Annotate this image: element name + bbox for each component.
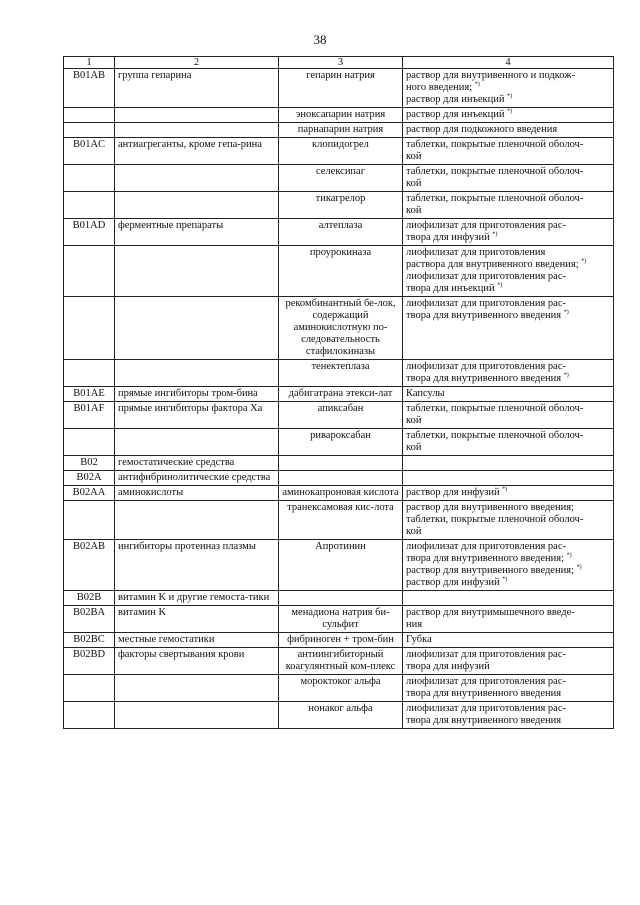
dosage-form-cell xyxy=(403,123,614,138)
atc-code-cell: B02BD xyxy=(64,648,115,675)
atc-code-cell: B01AC xyxy=(64,138,115,165)
dosage-form-cell xyxy=(403,402,614,429)
dosage-form-cell xyxy=(403,360,614,387)
dosage-form-line: раствор для внутривенного введения; *) xyxy=(406,564,582,576)
drug-name-cell: парнапарин натрия xyxy=(279,123,403,138)
dosage-form-cell xyxy=(403,429,614,456)
group-name-cell: антиагреганты, кроме гепа-рина xyxy=(115,138,279,165)
drug-name-cell xyxy=(279,591,403,606)
dosage-form-cell xyxy=(403,192,614,219)
atc-code-cell xyxy=(64,429,115,456)
drug-name-cell: транексамовая кис-лота xyxy=(279,501,403,540)
dosage-form-line: лиофилизат для приготовления рас- xyxy=(406,649,567,660)
dosage-form-line: ния xyxy=(406,619,423,630)
group-name-cell xyxy=(115,360,279,387)
dosage-form-line: кой xyxy=(406,205,422,216)
drug-name-cell: эноксапарин натрия xyxy=(279,108,403,123)
dosage-form-line: таблетки, покрытые пленочной оболоч- xyxy=(406,430,584,441)
page-number: 38 xyxy=(313,32,327,47)
dosage-form-line: лиофилизат для приготовления xyxy=(406,247,546,258)
dosage-form-cell xyxy=(403,633,614,648)
dosage-form-line: таблетки, покрытые пленочной оболоч- xyxy=(406,139,584,150)
dosage-form-line: кой xyxy=(406,526,422,537)
drug-name-cell: рекомбинантный бе-лок, содержащий аминокислотную по-следовательность стафилокиназы xyxy=(279,297,403,360)
dosage-form-cell xyxy=(403,675,614,702)
dosage-form-cell xyxy=(403,591,614,606)
table-row xyxy=(64,123,614,138)
table-row xyxy=(64,633,614,648)
dosage-form-line: лиофилизат для приготовления рас- xyxy=(406,271,567,282)
footnote-marker: *) xyxy=(563,309,569,316)
dosage-form-line: ного введения; *) xyxy=(406,81,480,93)
dosage-form-line: кой xyxy=(406,178,422,189)
dosage-form-cell xyxy=(403,165,614,192)
dosage-form-line: лиофилизат для приготовления рас- xyxy=(406,298,567,309)
drug-name-cell: апиксабан xyxy=(279,402,403,429)
atc-code-cell: B01AD xyxy=(64,219,115,246)
group-name-cell: группа гепарина xyxy=(115,69,279,108)
atc-code-cell: B02BC xyxy=(64,633,115,648)
footnote-marker: *) xyxy=(581,258,587,265)
drug-name-cell xyxy=(279,471,403,486)
atc-code-cell: B02 xyxy=(64,456,115,471)
group-name-cell xyxy=(115,108,279,123)
dosage-form-line: раствор для внутривенного введения; xyxy=(406,502,574,513)
group-name-cell: гемостатические средства xyxy=(115,456,279,471)
atc-code-cell: B02BA xyxy=(64,606,115,633)
footnote-marker: *) xyxy=(502,576,508,583)
dosage-form-line: твора для внутривенного введения; *) xyxy=(406,552,572,564)
dosage-form-line: твора для внутривенного введения *) xyxy=(406,309,569,321)
drug-name-cell: гепарин натрия xyxy=(279,69,403,108)
table-row xyxy=(64,387,614,402)
dosage-form-cell xyxy=(403,486,614,501)
footnote-marker: *) xyxy=(474,81,480,88)
dosage-form-cell xyxy=(403,456,614,471)
dosage-form-line: лиофилизат для приготовления рас- xyxy=(406,541,567,552)
dosage-form-cell xyxy=(403,387,614,402)
dosage-form-line: раствор для инъекций *) xyxy=(406,108,513,120)
group-name-cell xyxy=(115,675,279,702)
table-row xyxy=(64,246,614,297)
drug-name-cell: тикагрелор xyxy=(279,192,403,219)
drug-name-cell: мороктоког альфа xyxy=(279,675,403,702)
group-name-cell xyxy=(115,702,279,729)
dosage-form-cell xyxy=(403,138,614,165)
footnote-marker: *) xyxy=(507,108,513,115)
footnote-marker: *) xyxy=(497,282,503,289)
drug-name-cell: ривароксабан xyxy=(279,429,403,456)
table-row xyxy=(64,138,614,165)
table-row xyxy=(64,429,614,456)
dosage-form-line: таблетки, покрытые пленочной оболоч- xyxy=(406,166,584,177)
header-col-2: 2 xyxy=(115,57,279,69)
group-name-cell xyxy=(115,501,279,540)
group-name-cell: витамин K и другие гемоста-тики xyxy=(115,591,279,606)
group-name-cell: антифибринолитические средства xyxy=(115,471,279,486)
dosage-form-line: раствор для подкожного введения xyxy=(406,124,558,135)
dosage-form-cell xyxy=(403,606,614,633)
atc-code-cell xyxy=(64,675,115,702)
table-row xyxy=(64,108,614,123)
atc-code-cell: B02A xyxy=(64,471,115,486)
table-row xyxy=(64,402,614,429)
dosage-form-cell xyxy=(403,540,614,591)
drug-name-cell: клопидогрел xyxy=(279,138,403,165)
dosage-form-cell xyxy=(403,297,614,360)
dosage-form-cell xyxy=(403,219,614,246)
header-col-4: 4 xyxy=(403,57,614,69)
dosage-form-line: таблетки, покрытые пленочной оболоч- xyxy=(406,403,584,414)
group-name-cell: местные гемостатики xyxy=(115,633,279,648)
table-row xyxy=(64,69,614,108)
header-col-1: 1 xyxy=(64,57,115,69)
dosage-form-line: Губка xyxy=(406,634,432,645)
dosage-form-line: раствора для внутривенного введения; *) xyxy=(406,258,587,270)
drug-name-cell xyxy=(279,456,403,471)
group-name-cell: факторы свертывания крови xyxy=(115,648,279,675)
atc-code-cell: B01AF xyxy=(64,402,115,429)
table-row xyxy=(64,591,614,606)
dosage-form-line: твора для внутривенного введения *) xyxy=(406,372,569,384)
dosage-form-line: твора для инфузий xyxy=(406,661,490,672)
atc-code-cell xyxy=(64,123,115,138)
group-name-cell xyxy=(115,297,279,360)
dosage-form-cell xyxy=(403,69,614,108)
atc-code-cell: B01AB xyxy=(64,69,115,108)
drug-table xyxy=(63,56,614,729)
dosage-form-line: раствор для инфузий *) xyxy=(406,486,508,498)
atc-code-cell: B02AB xyxy=(64,540,115,591)
header-col-3: 3 xyxy=(279,57,403,69)
group-name-cell: прямые ингибиторы фактора Xa xyxy=(115,402,279,429)
dosage-form-line: раствор для инфузий *) xyxy=(406,576,508,588)
table-row xyxy=(64,675,614,702)
group-name-cell xyxy=(115,246,279,297)
dosage-form-line: лиофилизат для приготовления рас- xyxy=(406,703,567,714)
atc-code-cell xyxy=(64,165,115,192)
group-name-cell: аминокислоты xyxy=(115,486,279,501)
table-row xyxy=(64,360,614,387)
table-row xyxy=(64,486,614,501)
atc-code-cell xyxy=(64,297,115,360)
dosage-form-line: Капсулы xyxy=(406,388,445,399)
drug-name-cell: алтеплаза xyxy=(279,219,403,246)
table-row xyxy=(64,219,614,246)
dosage-form-line: твора для инфузий *) xyxy=(406,231,498,243)
dosage-form-cell xyxy=(403,648,614,675)
drug-name-cell: менадиона натрия би-сульфит xyxy=(279,606,403,633)
dosage-form-cell xyxy=(403,702,614,729)
dosage-form-line: раствор для инъекций *) xyxy=(406,93,513,105)
group-name-cell: витамин K xyxy=(115,606,279,633)
group-name-cell xyxy=(115,429,279,456)
footnote-marker: *) xyxy=(507,93,513,100)
dosage-form-line: твора для внутривенного введения xyxy=(406,715,562,726)
table-body xyxy=(64,69,614,729)
atc-code-cell xyxy=(64,192,115,219)
drug-name-cell: Апротинин xyxy=(279,540,403,591)
dosage-form-line: таблетки, покрытые пленочной оболоч- xyxy=(406,193,584,204)
footnote-marker: *) xyxy=(576,564,582,571)
header-row xyxy=(64,57,614,69)
dosage-form-line: лиофилизат для приготовления рас- xyxy=(406,676,567,687)
footnote-marker: *) xyxy=(502,486,508,493)
group-name-cell xyxy=(115,192,279,219)
dosage-form-line: твора для инъекций *) xyxy=(406,282,503,294)
drug-name-cell: проурокиназа xyxy=(279,246,403,297)
table-row xyxy=(64,456,614,471)
drug-name-cell: фибриноген + тром-бин xyxy=(279,633,403,648)
table-row xyxy=(64,297,614,360)
atc-code-cell: B02B xyxy=(64,591,115,606)
group-name-cell: ферментные препараты xyxy=(115,219,279,246)
dosage-form-line: раствор для внутривенного и подкож- xyxy=(406,70,576,81)
atc-code-cell xyxy=(64,501,115,540)
drug-name-cell: аминокапроновая кислота xyxy=(279,486,403,501)
table-row xyxy=(64,606,614,633)
dosage-form-line: кой xyxy=(406,442,422,453)
atc-code-cell: B02AA xyxy=(64,486,115,501)
table-row xyxy=(64,165,614,192)
dosage-form-cell xyxy=(403,246,614,297)
group-name-cell: ингибиторы протеиназ плазмы xyxy=(115,540,279,591)
dosage-form-line: лиофилизат для приготовления рас- xyxy=(406,220,567,231)
table-row xyxy=(64,501,614,540)
group-name-cell xyxy=(115,165,279,192)
footnote-marker: *) xyxy=(563,372,569,379)
dosage-form-cell xyxy=(403,501,614,540)
atc-code-cell xyxy=(64,246,115,297)
table-row xyxy=(64,540,614,591)
drug-name-cell: антиингибиторный коагулянтный ком-плекс xyxy=(279,648,403,675)
table-row xyxy=(64,648,614,675)
footnote-marker: *) xyxy=(492,231,498,238)
table-row xyxy=(64,702,614,729)
table-row xyxy=(64,471,614,486)
dosage-form-line: твора для внутривенного введения xyxy=(406,688,562,699)
drug-name-cell: нонаког альфа xyxy=(279,702,403,729)
dosage-form-cell xyxy=(403,108,614,123)
atc-code-cell xyxy=(64,108,115,123)
table-row xyxy=(64,192,614,219)
group-name-cell: прямые ингибиторы тром-бина xyxy=(115,387,279,402)
dosage-form-line: раствор для внутримышечного введе- xyxy=(406,607,575,618)
dosage-form-cell xyxy=(403,471,614,486)
atc-code-cell xyxy=(64,702,115,729)
dosage-form-line: таблетки, покрытые пленочной оболоч- xyxy=(406,514,584,525)
footnote-marker: *) xyxy=(566,552,572,559)
drug-name-cell: дабигатрана этекси-лат xyxy=(279,387,403,402)
group-name-cell xyxy=(115,123,279,138)
drug-name-cell: селексипаг xyxy=(279,165,403,192)
atc-code-cell xyxy=(64,360,115,387)
dosage-form-line: кой xyxy=(406,415,422,426)
drug-name-cell: тенектеплаза xyxy=(279,360,403,387)
dosage-form-line: кой xyxy=(406,151,422,162)
dosage-form-line: лиофилизат для приготовления рас- xyxy=(406,361,567,372)
atc-code-cell: B01AE xyxy=(64,387,115,402)
